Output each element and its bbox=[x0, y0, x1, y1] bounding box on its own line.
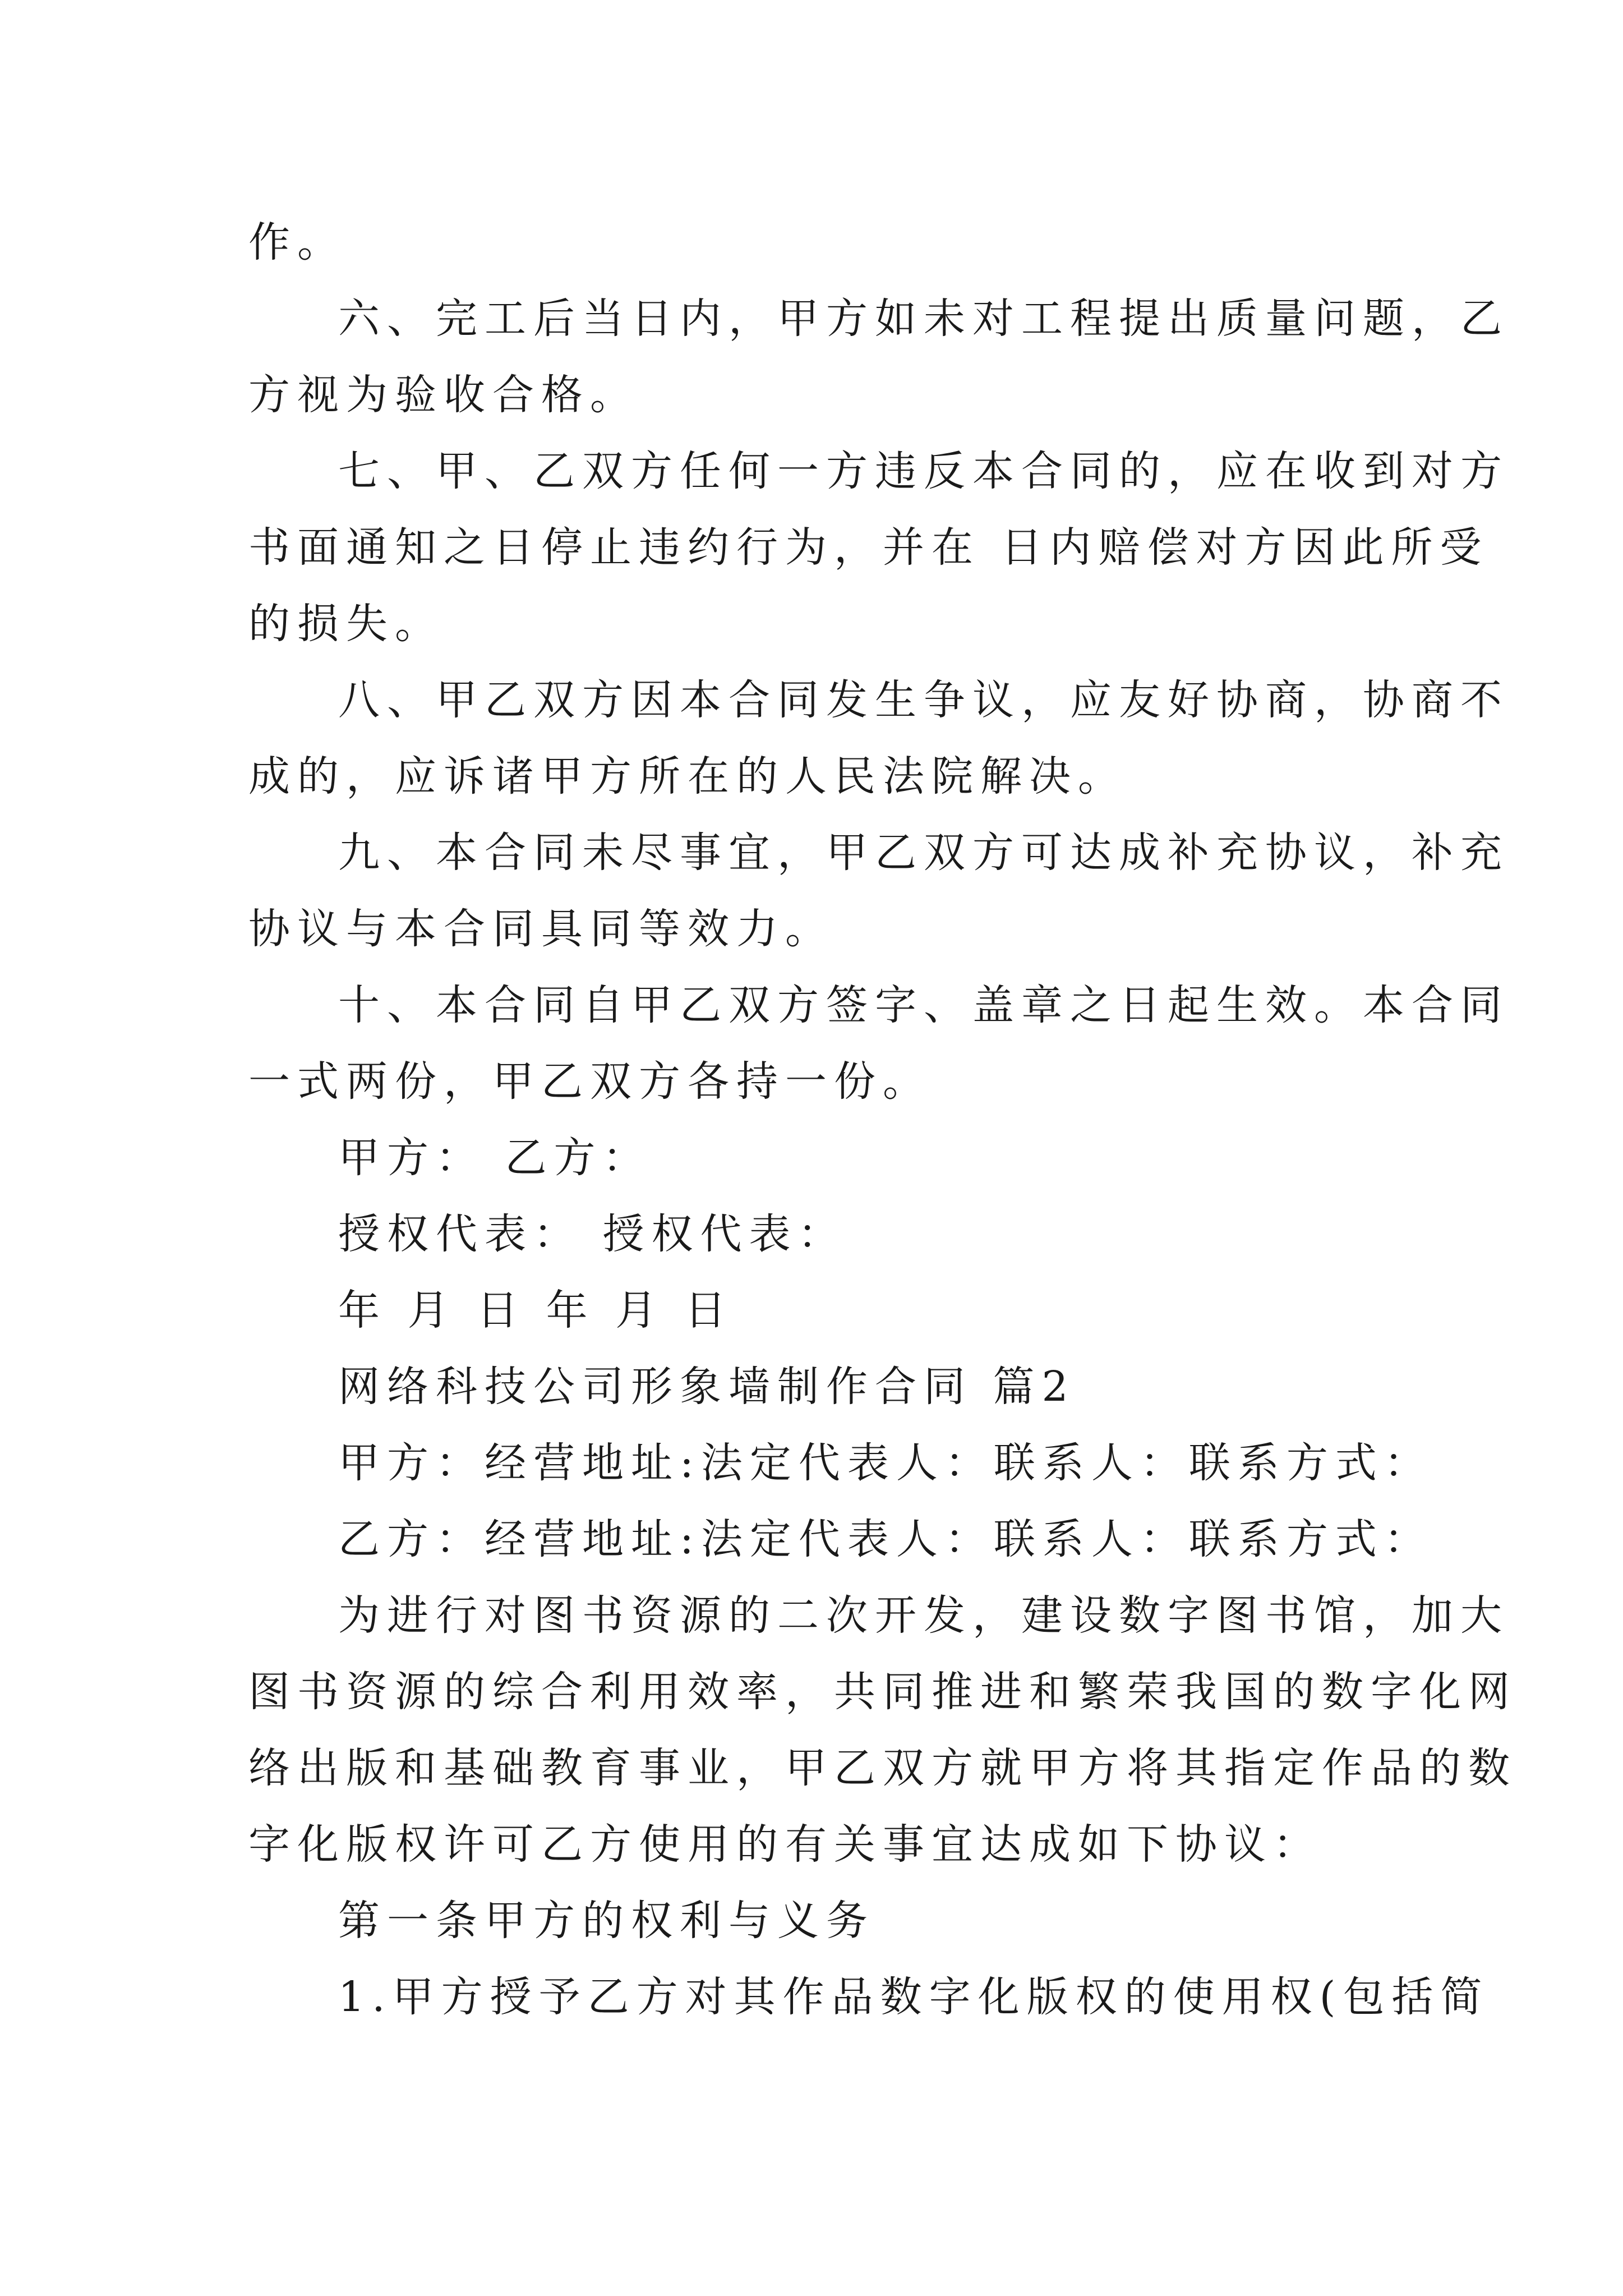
text-line: 图书资源的综合利用效率，共同推进和繁荣我国的数字化网 bbox=[248, 1668, 1517, 1716]
article-one-heading: 第一条甲方的权利与义务 bbox=[338, 1897, 875, 1945]
text-line: 书面通知之日停止违约行为，并在 日内赔偿对方因此所受 bbox=[248, 523, 1489, 572]
document-body bbox=[248, 204, 1517, 2035]
text-line: 作。 bbox=[248, 218, 346, 266]
text-line: 成的，应诉诸甲方所在的人民法院解决。 bbox=[248, 752, 1127, 800]
clause-ten-start: 十、本合同自甲乙双方签字、盖章之日起生效。本合同 bbox=[338, 981, 1509, 1029]
preamble-start: 为进行对图书资源的二次开发，建设数字图书馆，加大 bbox=[338, 1591, 1509, 1640]
signature-dates: 年 月 日 年 月 日 bbox=[338, 1286, 734, 1335]
text-line: 方视为验收合格。 bbox=[248, 371, 639, 419]
clause-seven-start: 七、甲、乙双方任何一方违反本合同的，应在收到对方 bbox=[338, 447, 1509, 495]
clause-eight-start: 八、甲乙双方因本合同发生争议，应友好协商，协商不 bbox=[338, 676, 1509, 724]
party-b-info: 乙方：经营地址:法定代表人：联系人：联系方式： bbox=[338, 1515, 1433, 1563]
signature-representatives: 授权代表： 授权代表： bbox=[338, 1210, 847, 1258]
clause-nine-start: 九、本合同未尽事宜，甲乙双方可达成补充协议，补充 bbox=[338, 829, 1509, 877]
text-line: 一式两份，甲乙双方各持一份。 bbox=[248, 1057, 932, 1106]
section-heading: 网络科技公司形象墙制作合同 篇2 bbox=[338, 1363, 1076, 1411]
text-line: 络出版和基础教育事业，甲乙双方就甲方将其指定作品的数 bbox=[248, 1744, 1517, 1792]
party-a-info: 甲方：经营地址:法定代表人：联系人：联系方式： bbox=[338, 1439, 1433, 1487]
text-line: 协议与本合同具同等效力。 bbox=[248, 905, 834, 953]
signature-parties: 甲方： 乙方： bbox=[338, 1134, 652, 1182]
article-one-item-1: 1.甲方授予乙方对其作品数字化版权的使用权(包括简 bbox=[338, 1973, 1490, 2021]
text-line: 的损失。 bbox=[248, 600, 444, 648]
text-line: 字化版权许可乙方使用的有关事宜达成如下协议： bbox=[248, 1820, 1322, 1869]
clause-six-start: 六、完工后当日内，甲方如未对工程提出质量问题，乙 bbox=[338, 295, 1509, 343]
